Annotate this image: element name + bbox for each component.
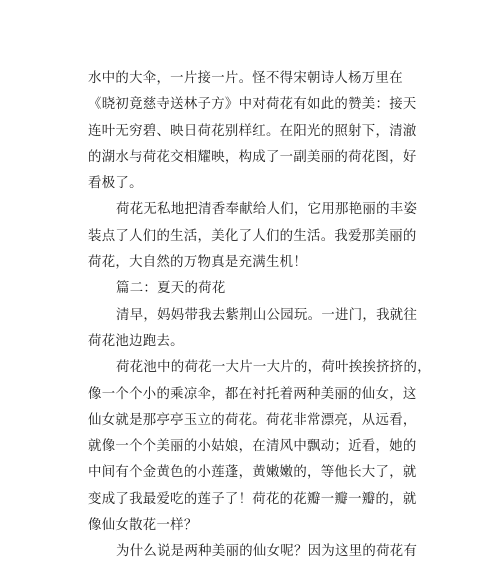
text-line: 像仙女散花一样？ [88,518,198,534]
section-heading: 篇二：夏天的荷花 [116,281,226,297]
paragraph-start-line: 荷花池中的荷花一大片一大片的，荷叶挨挨挤挤的， [116,360,431,376]
paragraph-start-line: 荷花无私地把清香奉献给人们，它用那艳丽的丰姿 [116,202,418,218]
text-line: 看极了。 [88,176,143,192]
text-line: 《晓初竟慈寺送林子方》中对荷花有如此的赞美：接天 [88,97,417,113]
text-line: 变成了我最爱吃的莲子了！荷花的花瓣一瓣一瓣的，就 [88,491,417,507]
paragraph-start-line: 为什么说是两种美丽的仙女呢？因为这里的荷花有 [116,544,418,560]
text-line: 连叶无穷碧、映日荷花别样红。在阳光的照射下，清澈 [88,123,417,139]
text-line: 荷花池边跑去。 [88,333,184,349]
text-line: 的湖水与荷花交相耀映，构成了一副美丽的荷花图，好 [88,149,417,165]
text-line: 装点了人们的生活，美化了人们的生活。我爱那美丽的 [88,228,417,244]
text-line: 仙女就是那亭亭玉立的荷花。荷花非常漂亮，从远看， [88,412,417,428]
text-line: 就像一个个美丽的小姑娘，在清风中飘动；近看，她的 [88,439,417,455]
document-text-body [88,66,431,566]
text-line: 中间有个金黄色的小莲蓬，黄嫩嫩的，等他长大了，就 [88,465,417,481]
text-line: 水中的大伞，一片接一片。怪不得宋朝诗人杨万里在 [88,71,403,86]
text-line: 荷花，大自然的万物真是充满生机！ [88,255,308,271]
paragraph-start-line: 清早，妈妈带我去紫荆山公园玩。一进门，我就往 [116,307,418,323]
text-line: 像一个个小的乘凉伞，都在衬托着两种美丽的仙女，这 [88,386,417,402]
